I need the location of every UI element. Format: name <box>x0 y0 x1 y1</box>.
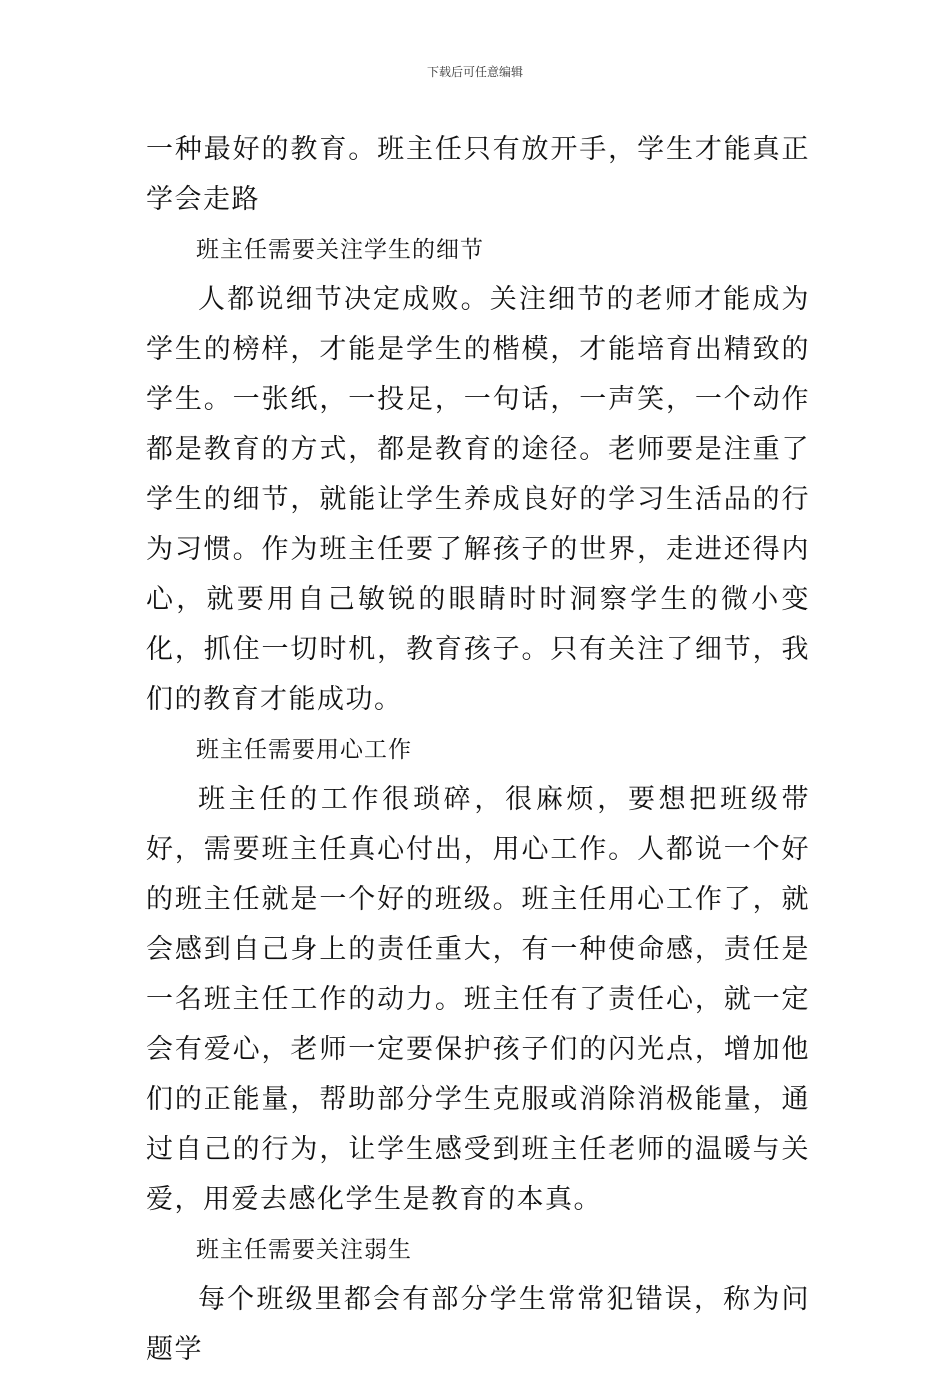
paragraph-continuation: 一种最好的教育。班主任只有放开手，学生才能真正学会走路 <box>146 134 810 215</box>
page-header: 下载后可任意编辑 <box>426 65 523 79</box>
paragraph-diligence: 班主任的工作很琐碎，很麻烦，要想把班级带好，需要班主任真心付出，用心工作。人都说一个好的班主任就是一个好的班级。班主任用心工作了，就会感到自己身上的责任重大，有一种使命感，责任是一名班主任工作的动力。班主任有了责任心，就一定会有爱心，老师一定要保护孩子们的闪光点，增加他们的正能量，帮助部分学生克服或消除消极能量，通过自己的行为，让学生感受到班主任老师的温暖与关爱，用爱去感化学生是教育的本真。 <box>146 784 810 1215</box>
section-heading-diligence: 班主任需要用心工作 <box>196 737 412 763</box>
paragraph-details: 人都说细节决定成败。关注细节的老师才能成为学生的榜样，才能是学生的楷模，才能培育出精致的学生。一张纸，一投足，一句话，一声笑，一个动作都是教育的方式，都是教育的途径。老师要是注重了学生的细节，就能让学生养成良好的学习生活品的行为习惯。作为班主任要了解孩子的世界，走进还得内心，就要用自己敏锐的眼睛时时洞察学生的微小变化，抓住一切时机，教育孩子。只有关注了细节，我们的教育才能成功。 <box>146 284 810 715</box>
section-heading-details: 班主任需要关注学生的细节 <box>196 237 484 263</box>
document-body <box>146 125 810 1375</box>
paragraph-weak-students: 每个班级里都会有部分学生常常犯错误，称为问题学 <box>146 1284 810 1365</box>
section-heading-weak-students: 班主任需要关注弱生 <box>196 1237 412 1263</box>
